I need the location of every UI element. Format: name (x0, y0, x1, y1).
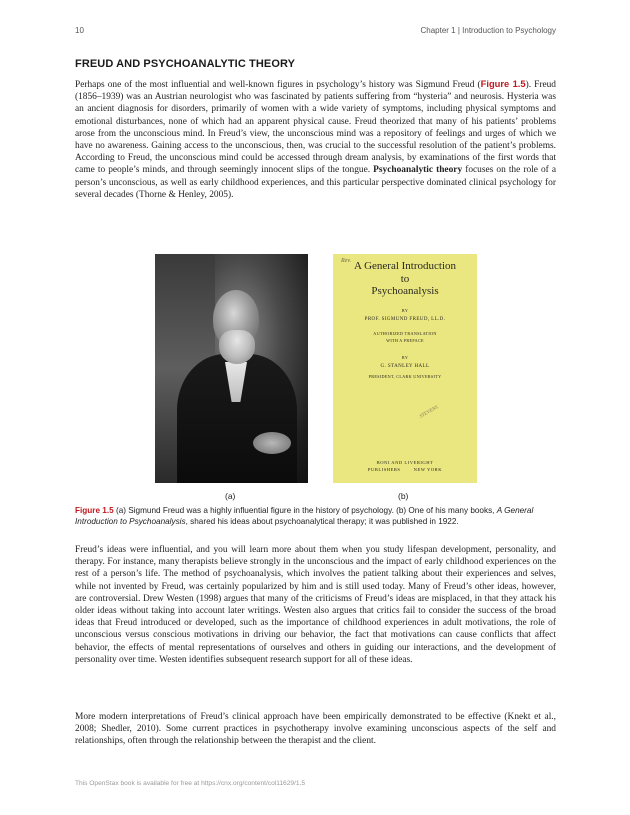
cover-preface-author-title: PRESIDENT, CLARK UNIVERSITY (368, 374, 442, 379)
paragraph-freud-influence: Freud’s ideas were influential, and you will learn more about them when you study lifespan development, personality, and therapy. For instance, many therapists believe strongly in the unconscious and the impact of early childhood experiences on the rest of a person’s life. The method of psychoanalysis, which involves the patient talking about their experiences and selves, while not invented by Freud, was certainly popularized by him and is still used today. Many of Freud’s other ideas, however, are controversial. Drew Westen (1998) argues that many of the criticisms of Freud’s ideas are misplaced, in that they attack his older ideas without taking into account later writings. Westen also argues that critics fail to consider the success of the broad ideas that Freud introduced or developed, such as the importance of childhood experiences in adult motivations, the role of unconscious versus conscious motivations in driving our behavior, the fact that motivations can cause conflicts that affect behavior, the effects of mental representations of ourselves and others in guiding our interactions, and the development of personality over time. Westen identifies subsequent research support for all of these ideas. (75, 545, 556, 665)
figure-link[interactable]: Figure 1.5 (480, 78, 526, 89)
cover-translation: AUTHORIZED TRANSLATION (373, 331, 437, 336)
paragraph-text: ). Freud (1856–1939) was an Austrian neurologist who was fascinated by patients suffering from “hysteria” and neurosis. Hysteria was an ancient diagnosis for disorders, primarily of women with a wide variety of symptoms, including physical symptoms and emotional disturbances, none of which had an apparent physical cause. Freud theorized that many of his patients’ problems arose from the unconscious mind. In Freud’s view, the unconscious mind was a repository of feelings and urges of which we have no awareness. Gaining access to the unconscious, then, was crucial to the successful resolution of the patient’s problems. According to Freud, the unconscious mind could be accessed through dream analysis, by examinations of the first words that came to people’s minds, and through seemingly innocent slips of the tongue. (75, 80, 556, 176)
section-title: FREUD AND PSYCHOANALYTIC THEORY (75, 58, 296, 70)
cover-stamp: STEVENS (419, 405, 440, 420)
figure-caption (75, 505, 556, 528)
page-footer[interactable]: This OpenStax book is available for free at https://cnx.org/content/col11629/1.5 (75, 780, 306, 787)
cover-title-line: Psychoanalysis (371, 285, 439, 297)
figure-sublabel-b: (b) (398, 491, 409, 501)
cover-publisher: BONI AND LIVERIGHT (376, 460, 434, 465)
paragraph-text: Perhaps one of the most influential and well-known figures in psychology’s history was Sigmund Freud ( (75, 80, 481, 90)
caption-text-end: , shared his ideas about psychoanalytical therapy; it was published in 1922. (185, 517, 459, 527)
caption-label: Figure 1.5 (75, 506, 114, 515)
cover-preface-author: G. STANLEY HALL (380, 364, 430, 369)
cover-title-line: A General Introduction (353, 260, 457, 272)
chapter-title: Chapter 1 | Introduction to Psychology (420, 26, 556, 35)
figure-sublabel-a: (a) (225, 491, 236, 501)
freud-portrait-photo (155, 254, 308, 483)
cover-by: BY (401, 308, 409, 313)
cover-title-line: to (400, 272, 410, 285)
cover-translation-2: WITH A PREFACE (386, 338, 424, 343)
cover-publisher-city: PUBLISHERS NEW YORK (367, 467, 443, 472)
book-cover-image (333, 254, 477, 483)
caption-book-title: A General Introduction to Psychoanalysis (75, 506, 534, 527)
page-number: 10 (75, 26, 84, 35)
cover-title (333, 260, 477, 298)
caption-text: (a) Sigmund Freud was a highly influential figure in the history of psychology. (b) One of his many books, (113, 506, 497, 515)
cover-by-2: BY (401, 355, 409, 360)
photo-beard (219, 330, 255, 364)
paragraph-text: focuses on the role of a person’s unconscious, as well as early childhood experiences, and this particular perspective dominated clinical psychology for several decades (Thorne & Henley, 2005). (75, 165, 556, 200)
cover-scribble: Rev. (341, 258, 352, 264)
page-header (75, 26, 556, 38)
paragraph-freud-intro (75, 78, 556, 201)
paragraph-modern-interpretations: More modern interpretations of Freud’s clinical approach have been empirically demonstrated to be effective (Knekt et al., 2008; Shedler, 2010). Some current practices in psychotherapy involve examining unconscious aspects of the self and relationships, often through the relationship between the therapist and the client. (75, 712, 556, 747)
bold-term: Psychoanalytic theory (373, 165, 463, 176)
photo-hand (253, 432, 291, 454)
cover-author: PROF. SIGMUND FREUD, LL.D. (364, 317, 446, 322)
